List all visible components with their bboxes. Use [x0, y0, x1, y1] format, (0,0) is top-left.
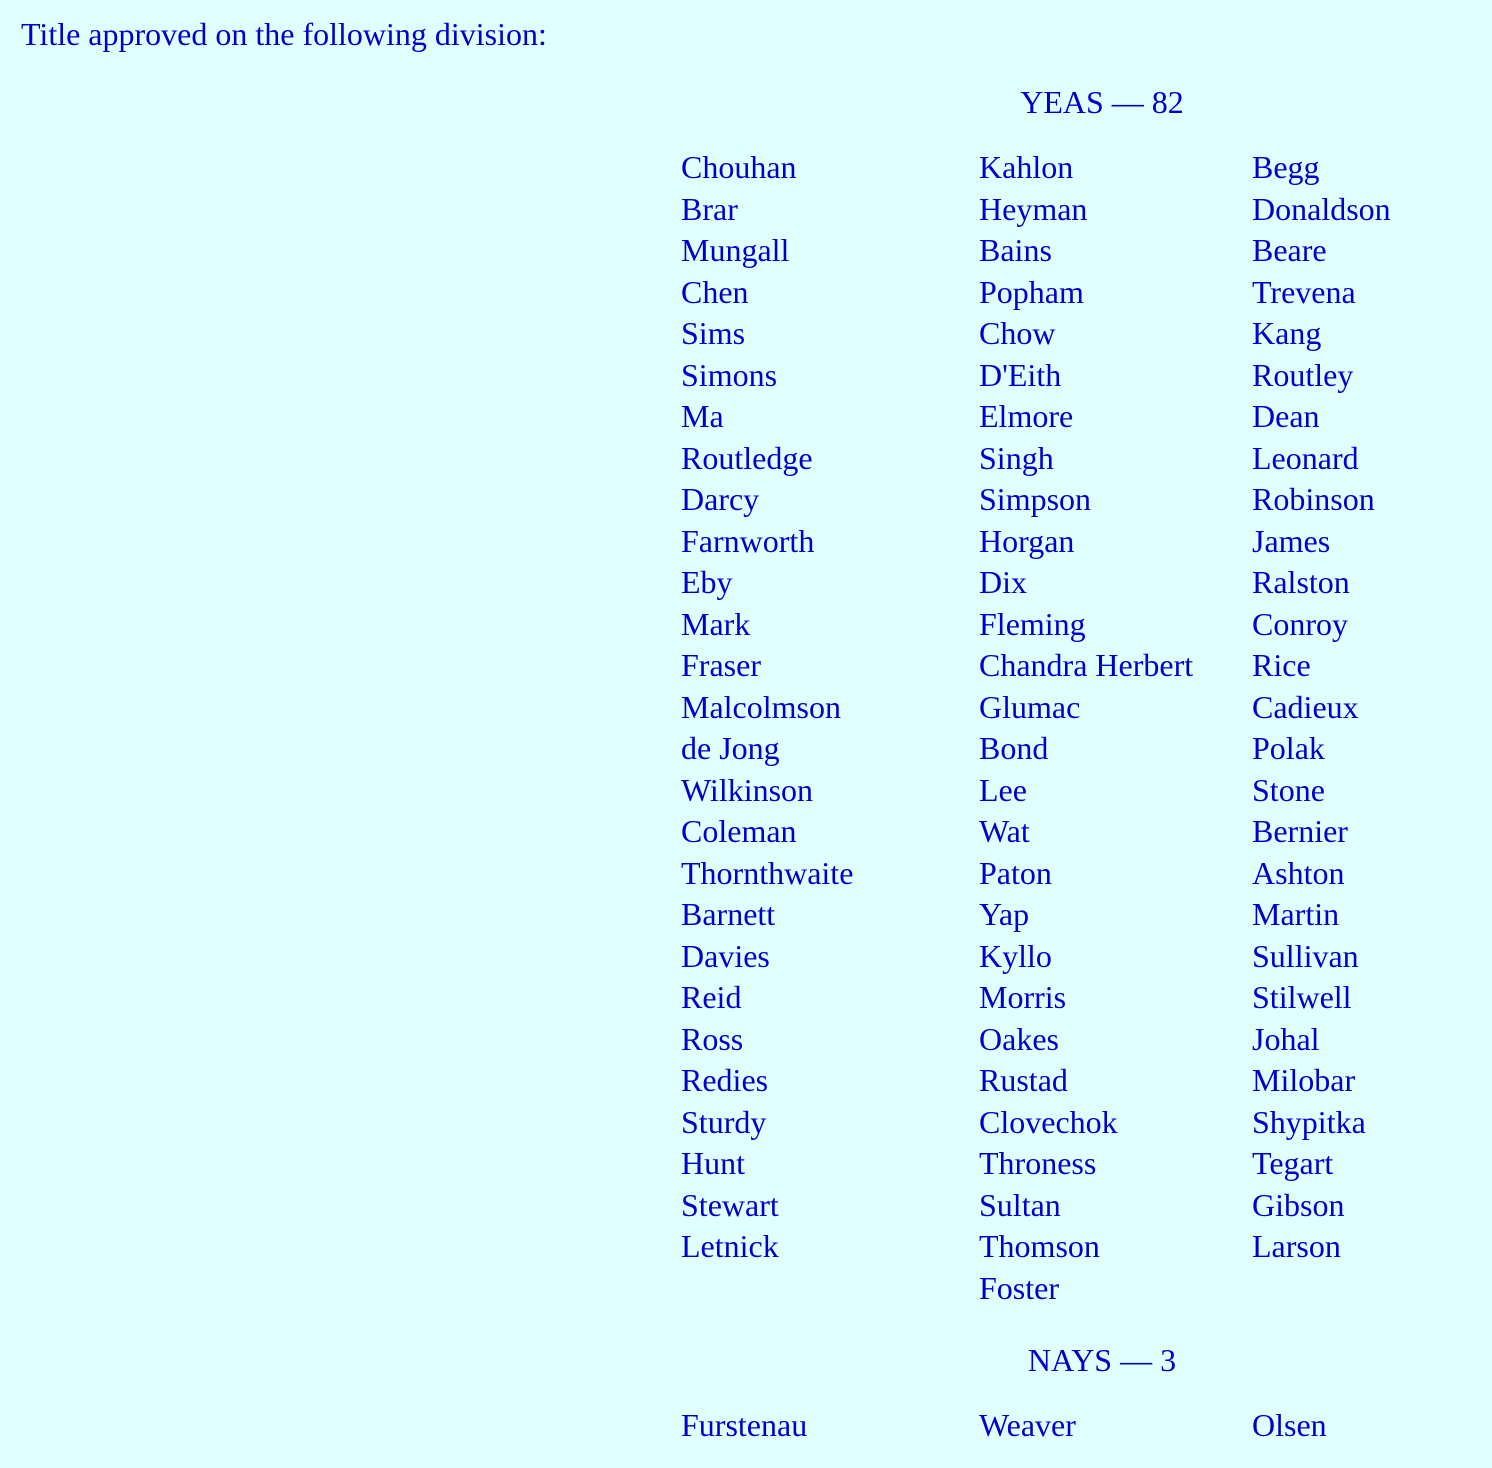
member-name: Bains — [979, 232, 1052, 268]
member-name: Ross — [681, 1020, 744, 1057]
member-name: Chen — [681, 273, 749, 310]
member-name: Coleman — [681, 813, 797, 849]
member-name: Donaldson — [1252, 190, 1391, 227]
member-name: Sultan — [979, 1186, 1061, 1223]
member-name: Malcolmson — [681, 688, 841, 725]
member-name: Cadieux — [1252, 688, 1359, 725]
member-name: Paton — [979, 854, 1052, 891]
member-name: Horgan — [979, 522, 1075, 559]
member-name: Furstenau — [681, 1407, 808, 1443]
member-name: James — [1252, 522, 1331, 559]
member-name: Wilkinson — [681, 771, 814, 808]
yeas-column-3 — [1252, 147, 1391, 1268]
member-name: Milobar — [1252, 1062, 1356, 1098]
member-name: Farnworth — [681, 522, 815, 559]
member-name: Shypitka — [1252, 1103, 1366, 1140]
member-name: Elmore — [979, 398, 1074, 434]
member-name: Foster — [979, 1269, 1059, 1306]
member-name: Sims — [681, 315, 746, 351]
member-name: Conroy — [1252, 605, 1348, 642]
member-name: Beare — [1252, 232, 1327, 268]
member-name: Simons — [681, 356, 778, 393]
member-name: Ashton — [1252, 854, 1345, 891]
member-name: Fleming — [979, 605, 1086, 642]
yeas-heading: YEAS — 82 — [1020, 84, 1184, 120]
member-name: Throness — [979, 1145, 1097, 1181]
member-name: Wat — [979, 813, 1030, 849]
member-name: Simpson — [979, 481, 1092, 517]
member-name: Popham — [979, 273, 1084, 310]
yeas-column-2 — [979, 147, 1193, 1309]
member-name: Chow — [979, 315, 1056, 351]
yeas-column-1 — [681, 147, 853, 1268]
member-name: Glumac — [979, 688, 1081, 725]
member-name: Gibson — [1252, 1186, 1345, 1223]
member-name: Heyman — [979, 190, 1088, 227]
nays-heading: NAYS — 3 — [1027, 1342, 1177, 1378]
member-name: Bernier — [1252, 813, 1348, 849]
member-name: Mark — [681, 605, 751, 642]
member-name: Leonard — [1252, 439, 1359, 476]
member-name: Johal — [1252, 1020, 1320, 1057]
member-name: Kahlon — [979, 149, 1074, 185]
member-name: Polak — [1252, 730, 1325, 766]
member-name: Begg — [1252, 149, 1320, 185]
member-name: Eby — [681, 564, 733, 600]
member-name: Trevena — [1252, 273, 1356, 310]
member-name: Yap — [979, 896, 1030, 932]
division-intro: Title approved on the following division: — [21, 16, 547, 52]
member-name: Hunt — [681, 1145, 745, 1181]
member-name: Stewart — [681, 1186, 779, 1223]
member-name: Chandra Herbert — [979, 647, 1194, 683]
member-name: Sullivan — [1252, 937, 1359, 974]
member-name: Ralston — [1252, 564, 1350, 600]
nays-column-2 — [979, 1405, 1076, 1447]
member-name: Martin — [1252, 896, 1340, 932]
member-name: Thornthwaite — [681, 854, 854, 891]
member-name: Letnick — [681, 1228, 779, 1264]
nays-column-1 — [681, 1405, 807, 1447]
member-name: Morris — [979, 979, 1067, 1015]
member-name: Dean — [1252, 398, 1320, 434]
member-name: Brar — [681, 190, 738, 227]
member-name: Stilwell — [1252, 979, 1352, 1015]
member-name: Barnett — [681, 896, 776, 932]
member-name: Ma — [681, 398, 724, 434]
member-name: Fraser — [681, 647, 761, 683]
member-name: Routley — [1252, 356, 1354, 393]
member-name: Davies — [681, 937, 770, 974]
member-name: Stone — [1252, 771, 1325, 808]
member-name: Clovechok — [979, 1103, 1118, 1140]
member-name: Redies — [681, 1062, 769, 1098]
member-name: Rice — [1252, 647, 1311, 683]
member-name: Kyllo — [979, 937, 1052, 974]
member-name: Dix — [979, 564, 1027, 600]
member-name: Darcy — [681, 481, 760, 517]
nays-column-3 — [1252, 1405, 1327, 1447]
member-name: de Jong — [681, 730, 780, 766]
member-name: D'Eith — [979, 356, 1062, 393]
member-name: Bond — [979, 730, 1049, 766]
member-name: Sturdy — [681, 1103, 767, 1140]
member-name: Rustad — [979, 1062, 1068, 1098]
member-name: Mungall — [681, 232, 790, 268]
member-name: Lee — [979, 771, 1027, 808]
member-name: Chouhan — [681, 149, 797, 185]
member-name: Singh — [979, 439, 1054, 476]
member-name: Oakes — [979, 1020, 1059, 1057]
member-name: Tegart — [1252, 1145, 1334, 1181]
member-name: Reid — [681, 979, 742, 1015]
member-name: Thomson — [979, 1228, 1100, 1264]
member-name: Larson — [1252, 1228, 1341, 1264]
member-name: Olsen — [1252, 1407, 1327, 1443]
member-name: Kang — [1252, 315, 1322, 351]
member-name: Robinson — [1252, 481, 1375, 517]
member-name: Routledge — [681, 439, 813, 476]
member-name: Weaver — [979, 1407, 1076, 1443]
